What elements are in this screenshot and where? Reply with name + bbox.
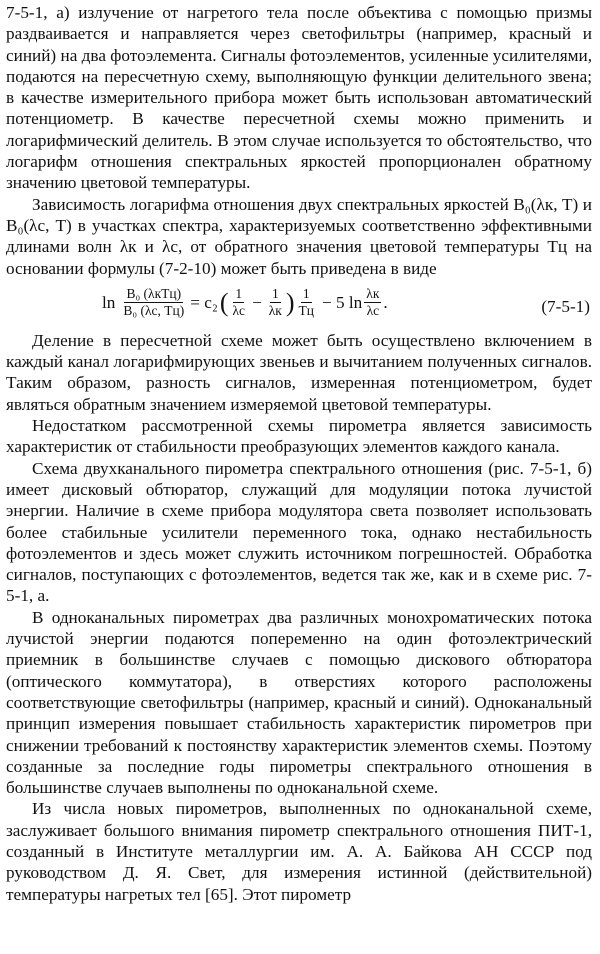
formula-period: .: [383, 292, 388, 312]
fraction-numerator: B₀ (λкTц): [126, 285, 182, 301]
denominator-lambda-k: λк: [268, 302, 282, 318]
inverse-lambda-k: [267, 286, 284, 319]
numerator-one: 1: [271, 285, 279, 301]
ratio-denominator: λс: [366, 302, 380, 318]
equation-7-5-1: [6, 282, 592, 330]
equals-c2: = c₂: [190, 292, 218, 312]
minus-five-ln: − 5 ln: [322, 292, 363, 312]
fraction-denominator: B₀ (λс, Tц): [123, 302, 185, 318]
denominator-lambda-c: λс: [232, 302, 246, 318]
paragraph-5: Схема двухканального пирометра спектрального отношения (рис. 7-5-1, б) имеет дисковый обтюратор, служащий для модуляции потока лучистой энергии. Наличие в схеме прибора модулятора света позволяет использовать более стабильные усилители переменного тока, однако нестабильность фотоэлементов и здесь может служить источником погрешностей. Обработка сигналов, поступающих с фотоэлементов, ведется так же, как и в схеме рис. 7-5-1, а.: [6, 458, 592, 606]
denominator-t-c: Tц: [298, 302, 315, 318]
paragraph-4: Недостатком рассмотренной схемы пирометра является зависимость характеристик от стабильности преобразующих элементов каждого канала.: [6, 416, 592, 457]
lambda-ratio-fraction: [364, 286, 381, 319]
numerator-one: 1: [302, 285, 310, 301]
equation-body: [102, 286, 388, 319]
inverse-lambda-c: [231, 286, 248, 319]
inverse-color-temperature: [297, 286, 316, 319]
brightness-ratio-fraction: [121, 286, 186, 319]
minus-sign: −: [252, 292, 262, 312]
ln-operator: ln: [102, 292, 116, 312]
ratio-numerator: λк: [366, 285, 380, 301]
paragraph-3: Деление в пересчетной схеме может быть осуществлено включением в каждый канал логарифмирующих звеньев и вычитанием полученных сигналов. Таким образом, разность сигналов, измеренная потенциометром, будет являться обратным значением измеряемой цветовой температуры.: [6, 330, 592, 414]
equation-number: (7-5-1): [541, 296, 590, 316]
paragraph-1: 7-5-1, а) излучение от нагретого тела после объектива с помощью призмы раздваивается и направляется через светофильтры (например, красный и синий) на два фотоэлемента. Сигналы фотоэлементов, усиленные усилителями, подаются на пересчетную схему, выполняющую функции делительного звена; в качестве измерительного прибора может быть использован автоматический потенциометр. В качестве пересчетной схемы можно применить и логарифмический делитель. В этом случае используется то обстоятельство, что логарифм отношения спектральных яркостей пропорционален обратному значению цветовой температуры.: [6, 3, 592, 193]
paren-close: ): [285, 287, 295, 317]
paragraph-2: Зависимость логарифма отношения двух спектральных яркостей B₀(λк, T) и B₀(λс, T) в участках спектра, характеризуемых соответственно эффективными длинами волн λк и λс, от обратного значения цветовой температуры Tц на основании формулы (7-2-10) может быть приведена в виде: [6, 194, 592, 278]
paren-open: (: [219, 287, 229, 317]
paragraph-6: В одноканальных пирометрах два различных монохроматических потока лучистой энергии подаются попеременно на один фотоэлектрический приемник в большинстве случаев с помощью дискового обтюратора (оптического коммутатора), в отверстиях которого расположены соответствующие светофильтры (например, красный и синий). Одноканальный принцип измерения повышает стабильность характеристик пирометров при снижении требований к постоянству характеристик элементов схемы. Поэтому созданные за последние годы пирометры спектрального отношения в большинстве случаев выполнены по одноканальной схеме.: [6, 607, 592, 798]
numerator-one: 1: [235, 285, 243, 301]
paragraph-7: Из числа новых пирометров, выполненных по одноканальной схеме, заслуживает большого внимания пирометр спектрального отношения ПИТ-1, созданный в Институте металлургии им. А. А. Байкова АН СССР под руководством Д. Я. Свет, для измерения истинной (действительной) температуры нагретых тел [65]. Этот пирометр: [6, 799, 592, 904]
